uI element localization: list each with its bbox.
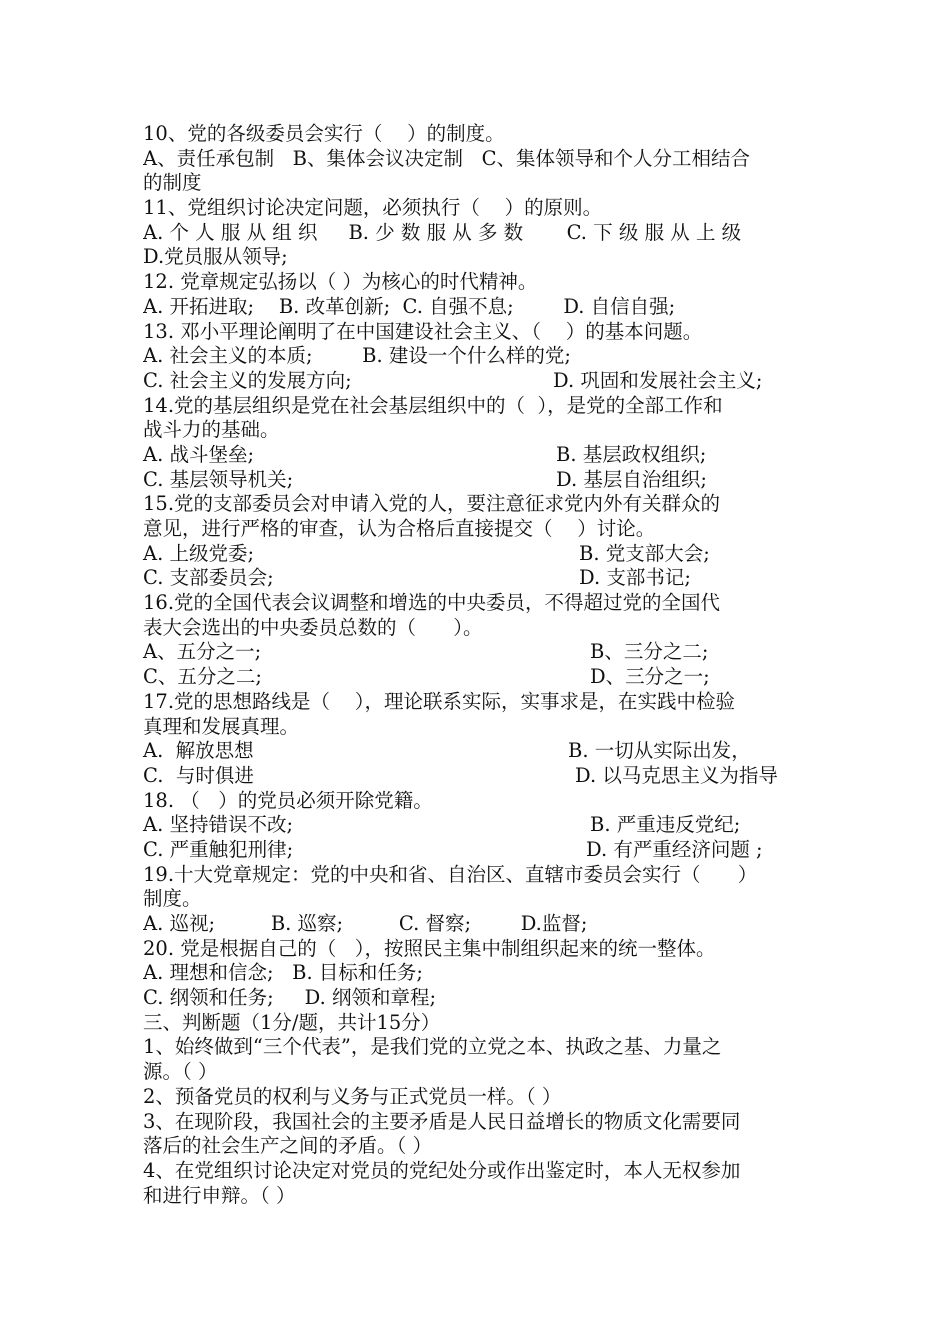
option-row bbox=[143, 640, 813, 665]
option-right: B. 一切从实际出发， bbox=[568, 739, 751, 763]
option-right: D. 有严重经济问题 ; bbox=[586, 837, 763, 861]
option-right: D. 以马克思主义为指导 bbox=[575, 763, 778, 787]
option-left: C. 基层领导机关; bbox=[143, 467, 294, 491]
text-line: 19.十大党章规定：党的中央和省、自治区、直辖市委员会实行（ ） bbox=[143, 862, 758, 886]
option-right: B、三分之二; bbox=[590, 640, 709, 664]
option-left: A. 战斗堡垒; bbox=[143, 442, 255, 466]
text-line: C. 纲领和任务; D. 纲领和章程; bbox=[143, 986, 437, 1010]
text-line: 4、在党组织讨论决定对党员的党纪处分或作出鉴定时，本人无权参加 bbox=[143, 1158, 741, 1182]
text-line: 真理和发展真理。 bbox=[143, 714, 300, 738]
option-row bbox=[143, 764, 813, 789]
text-line: 10、党的各级委员会实行（ ）的制度。 bbox=[143, 122, 505, 145]
text-line: 2、预备党员的权利与义务与正式党员一样。（ ） bbox=[143, 1084, 562, 1108]
option-left: C. 支部委员会; bbox=[143, 566, 274, 590]
option-left: C. 社会主义的发展方向; bbox=[143, 368, 352, 392]
text-line: 三、判断题（1分/题，共计15分） bbox=[143, 1010, 441, 1034]
option-right: D. 巩固和发展社会主义; bbox=[553, 368, 763, 392]
option-left: A. 坚持错误不改; bbox=[143, 813, 294, 837]
option-right: B. 党支部大会; bbox=[579, 541, 710, 565]
option-right: D. 基层自治组织; bbox=[556, 467, 707, 491]
option-right: D、三分之一; bbox=[590, 665, 710, 689]
option-row bbox=[143, 468, 813, 493]
option-row bbox=[143, 542, 813, 567]
option-left: C. 与时俱进 bbox=[143, 763, 254, 787]
text-line: 13. 邓小平理论阐明了在中国建设社会主义、（ ）的基本问题。 bbox=[143, 319, 703, 343]
text-line: 16.党的全国代表会议调整和增选的中央委员，不得超过党的全国代 bbox=[143, 591, 721, 615]
option-row bbox=[143, 369, 813, 394]
text-line: A. 理想和信念; B. 目标和任务; bbox=[143, 961, 423, 985]
option-row bbox=[143, 739, 813, 764]
text-line: A. 巡视; B. 巡察; C. 督察; D.监督; bbox=[143, 912, 588, 935]
option-row bbox=[143, 566, 813, 591]
option-left: C. 严重触犯刑律; bbox=[143, 837, 294, 861]
text-line: 制度。 bbox=[143, 887, 202, 911]
text-line: 源。（ ） bbox=[143, 1060, 218, 1084]
option-row bbox=[143, 443, 813, 468]
text-line: 20. 党是根据自己的（ ），按照民主集中制组织起来的统一整体。 bbox=[143, 936, 716, 960]
text-line: 落后的社会生产之间的矛盾。（ ） bbox=[143, 1134, 432, 1158]
text-line: A. 开拓进取; B. 改革创新; C. 自强不息; D. 自信自强; bbox=[143, 294, 676, 318]
option-right: B. 严重违反党纪; bbox=[590, 813, 741, 837]
text-line: 意见，进行严格的审查，认为合格后直接提交（ ）讨论。 bbox=[143, 517, 656, 540]
option-row bbox=[143, 838, 813, 863]
option-left: C、五分之二; bbox=[143, 665, 262, 689]
option-row bbox=[143, 813, 813, 838]
text-line: 表大会选出的中央委员总数的（ ）。 bbox=[143, 615, 483, 639]
text-line: 的制度 bbox=[143, 171, 202, 195]
text-line: 3、在现阶段，我国社会的主要矛盾是人民日益增长的物质文化需要同 bbox=[143, 1109, 741, 1133]
text-line: 1、始终做到“三个代表”，是我们党的立党之本、执政之基、力量之 bbox=[143, 1035, 722, 1059]
option-right: B. 基层政权组织; bbox=[556, 442, 707, 466]
text-line: 18. （ ）的党员必须开除党籍。 bbox=[143, 788, 433, 812]
option-right: D. 支部书记; bbox=[579, 566, 691, 590]
text-line: 15.党的支部委员会对申请入党的人，要注意征求党内外有关群众的 bbox=[143, 492, 721, 516]
option-left: A. 上级党委; bbox=[143, 541, 255, 565]
text-line: 11、党组织讨论决定问题，必须执行（ ）的原则。 bbox=[143, 196, 603, 220]
text-line: 和进行申辩。（ ） bbox=[143, 1183, 296, 1207]
option-left: A、五分之一; bbox=[143, 640, 262, 664]
text-line: A、责任承包制 B、集体会议决定制 C、集体领导和个人分工相结合 bbox=[143, 146, 751, 170]
text-line: A. 个 人 服 从 组 织 B. 少 数 服 从 多 数 C. 下 级 服 从 上 级 bbox=[143, 220, 742, 244]
document-page bbox=[143, 122, 813, 1208]
option-row bbox=[143, 665, 813, 690]
text-line: 17.党的思想路线是（ ），理论联系实际，实事求是，在实践中检验 bbox=[143, 689, 736, 713]
text-line: A. 社会主义的本质; B. 建设一个什么样的党; bbox=[143, 344, 571, 368]
option-left: A. 解放思想 bbox=[143, 739, 254, 763]
text-line: 12. 党章规定弘扬以（ ）为核心的时代精神。 bbox=[143, 270, 538, 294]
text-line: D.党员服从领导; bbox=[143, 245, 288, 269]
text-line: 战斗力的基础。 bbox=[143, 418, 280, 442]
text-line: 14.党的基层组织是党在社会基层组织中的（ ），是党的全部工作和 bbox=[143, 393, 723, 417]
